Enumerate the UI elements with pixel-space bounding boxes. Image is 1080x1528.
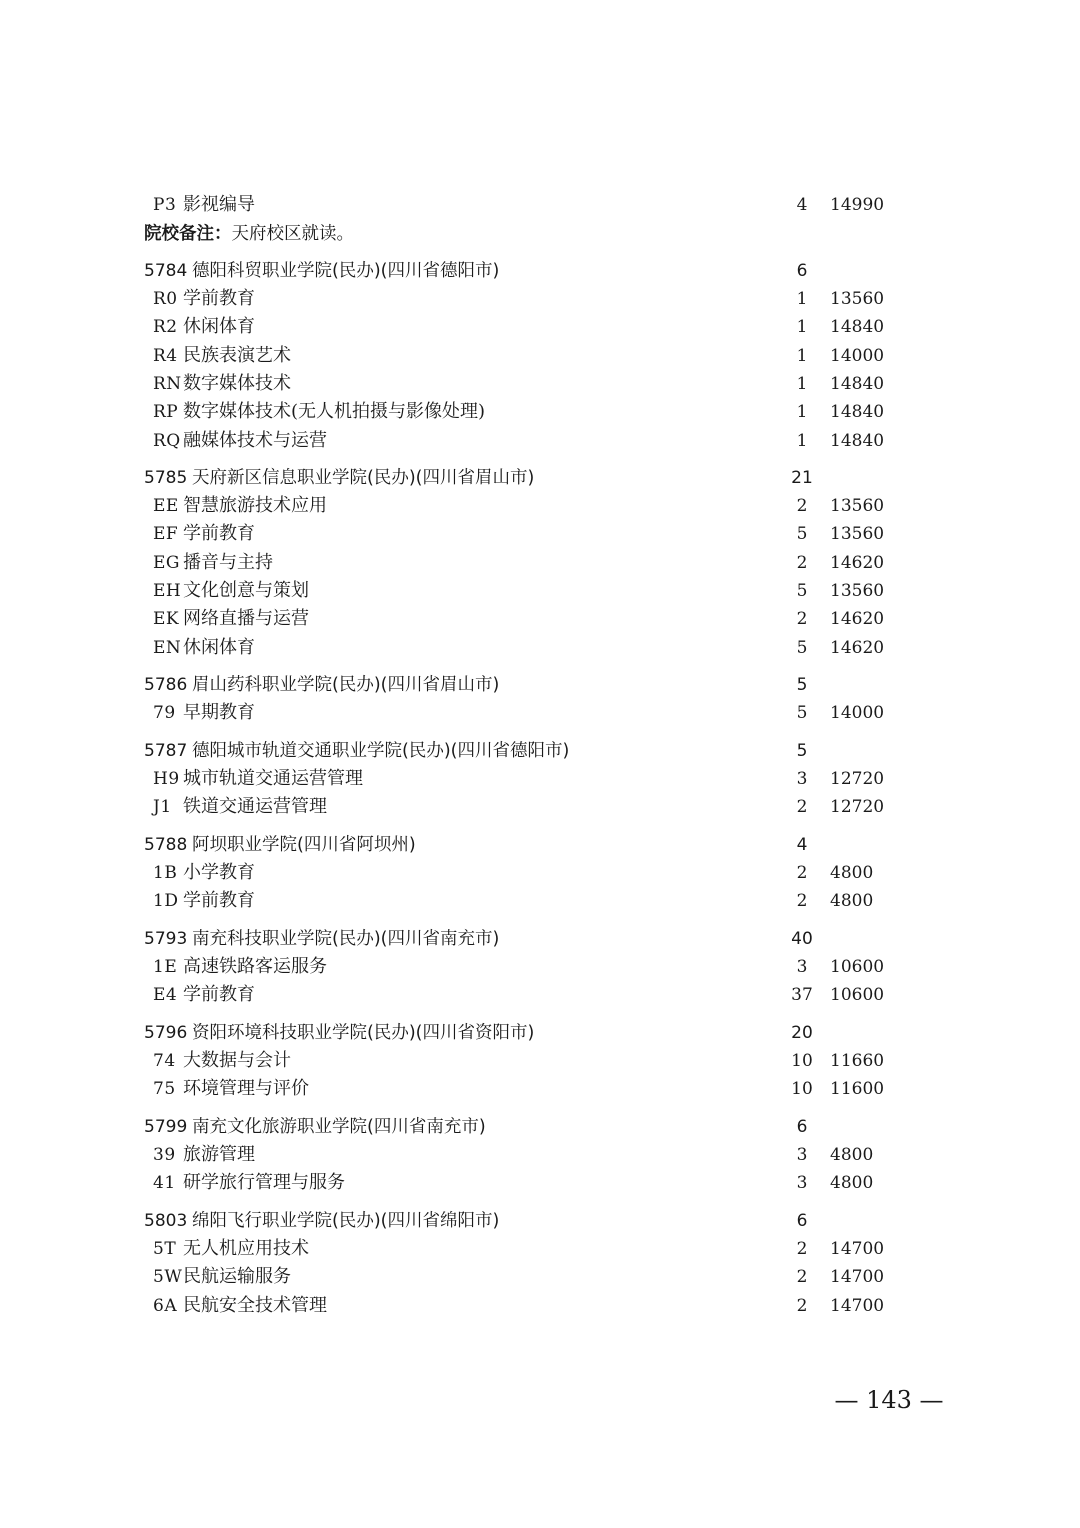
note-text: 天府校区就读。 — [231, 224, 354, 244]
major-code: EH — [153, 580, 182, 601]
major-name: 高速铁路客运服务 — [183, 956, 327, 977]
tuition-fee: 14700 — [830, 1295, 885, 1316]
plan-count: 10 — [791, 1079, 813, 1100]
tuition-fee: 14840 — [830, 430, 885, 451]
major-code: 79 — [153, 703, 176, 723]
plan-count: 3 — [796, 957, 808, 977]
major-code: 75 — [153, 1079, 176, 1100]
major-row — [0, 953, 1080, 981]
plan-count: 3 — [796, 769, 808, 789]
major-row — [0, 313, 1080, 341]
tuition-fee: 4800 — [830, 1145, 874, 1165]
major-row — [0, 765, 1080, 793]
tuition-fee: 14700 — [830, 1267, 885, 1288]
major-code: EN — [153, 637, 182, 658]
tuition-fee: 13560 — [830, 580, 885, 601]
school-code: 5787 — [144, 741, 188, 761]
major-row — [0, 981, 1080, 1009]
school-code: 5785 — [144, 468, 188, 488]
plan-count: 1 — [796, 345, 808, 366]
school-name: 资阳环境科技职业学院(民办)(四川省资阳市) — [192, 1023, 535, 1043]
school-plan-count: 6 — [796, 1117, 808, 1137]
school-header — [0, 1019, 1080, 1047]
major-code: EK — [153, 609, 180, 630]
school-note — [0, 220, 1080, 248]
school-name: 南充文化旅游职业学院(四川省南充市) — [192, 1117, 486, 1137]
tuition-fee: 14840 — [830, 373, 885, 394]
major-row — [0, 859, 1080, 887]
tuition-fee: 14000 — [830, 703, 885, 723]
plan-count: 5 — [796, 637, 808, 658]
tuition-fee: 14620 — [830, 552, 885, 573]
major-name: 智慧旅游技术应用 — [183, 495, 327, 516]
major-row — [0, 370, 1080, 398]
school-name: 德阳科贸职业学院(民办)(四川省德阳市) — [192, 261, 500, 281]
major-name: 学前教育 — [183, 523, 255, 545]
major-code: EF — [153, 524, 179, 545]
plan-count: 2 — [796, 1239, 808, 1259]
school-name: 南充科技职业学院(民办)(四川省南充市) — [192, 929, 500, 949]
major-name: 休闲体育 — [183, 316, 255, 338]
major-name: 文化创意与策划 — [183, 579, 309, 601]
tuition-fee: 4800 — [830, 891, 874, 912]
plan-count: 37 — [791, 985, 813, 1006]
major-row — [0, 1169, 1080, 1197]
major-row — [0, 634, 1080, 662]
major-code: E4 — [153, 985, 178, 1006]
major-code: P3 — [153, 195, 177, 215]
tuition-fee: 14000 — [830, 345, 885, 366]
school-header — [0, 1113, 1080, 1141]
major-row — [0, 191, 1080, 219]
major-row — [0, 1263, 1080, 1291]
major-name: 民族表演艺术 — [183, 344, 291, 366]
tuition-fee: 13560 — [830, 496, 885, 516]
school-code: 5793 — [144, 929, 188, 949]
major-name: 学前教育 — [183, 890, 255, 912]
tuition-fee: 4800 — [830, 1173, 874, 1194]
school-plan-count: 5 — [796, 741, 808, 761]
major-name: 环境管理与评价 — [183, 1078, 309, 1100]
tuition-fee: 4800 — [830, 863, 874, 883]
major-code: 1B — [153, 863, 178, 883]
plan-count: 5 — [796, 703, 808, 723]
school-plan-count: 4 — [796, 835, 808, 855]
major-row — [0, 699, 1080, 727]
note-label: 院校备注： — [144, 224, 232, 244]
major-row — [0, 793, 1080, 821]
school-code: 5786 — [144, 675, 188, 695]
major-row — [0, 577, 1080, 605]
major-name: 无人机应用技术 — [183, 1238, 309, 1259]
major-name: 城市轨道交通运营管理 — [183, 768, 363, 789]
plan-count: 2 — [796, 609, 808, 630]
tuition-fee: 11660 — [830, 1051, 885, 1071]
major-name: 网络直播与运营 — [183, 608, 309, 630]
major-name: 数字媒体技术(无人机拍摄与影像处理) — [183, 401, 486, 423]
major-name: 研学旅行管理与服务 — [183, 1172, 345, 1194]
school-header — [0, 1207, 1080, 1235]
plan-count: 1 — [796, 402, 808, 423]
major-name: 大数据与会计 — [183, 1050, 291, 1071]
plan-count: 1 — [796, 430, 808, 451]
tuition-fee: 10600 — [830, 957, 885, 977]
plan-count: 3 — [796, 1145, 808, 1165]
school-code: 5788 — [144, 835, 188, 855]
major-code: J1 — [153, 797, 172, 818]
school-header — [0, 464, 1080, 492]
major-name: 融媒体技术与运营 — [183, 429, 327, 451]
major-code: 1D — [153, 891, 179, 912]
major-code: 5W — [153, 1267, 183, 1288]
major-row — [0, 1047, 1080, 1075]
tuition-fee: 14840 — [830, 317, 885, 338]
tuition-fee: 13560 — [830, 289, 885, 309]
major-row — [0, 887, 1080, 915]
plan-count: 2 — [796, 552, 808, 573]
school-header — [0, 257, 1080, 285]
major-row — [0, 605, 1080, 633]
major-row — [0, 398, 1080, 426]
school-plan-count: 40 — [791, 929, 813, 949]
school-name: 天府新区信息职业学院(民办)(四川省眉山市) — [192, 468, 535, 488]
major-name: 早期教育 — [183, 702, 255, 723]
major-code: R4 — [153, 345, 178, 366]
major-code: 74 — [153, 1051, 176, 1071]
major-code: 6A — [153, 1295, 178, 1316]
page-number: — 143 — — [834, 1386, 944, 1414]
major-row — [0, 1141, 1080, 1169]
tuition-fee: 14700 — [830, 1239, 885, 1259]
major-code: EE — [153, 496, 179, 516]
school-code: 5796 — [144, 1023, 188, 1043]
major-row — [0, 520, 1080, 548]
major-row — [0, 1235, 1080, 1263]
major-name: 数字媒体技术 — [183, 372, 291, 394]
tuition-fee: 14620 — [830, 609, 885, 630]
plan-count: 1 — [796, 317, 808, 338]
tuition-fee: 12720 — [830, 769, 885, 789]
school-header — [0, 737, 1080, 765]
major-name: 铁道交通运营管理 — [183, 796, 327, 818]
tuition-fee: 14620 — [830, 637, 885, 658]
major-name: 休闲体育 — [183, 636, 255, 658]
plan-count: 2 — [796, 1295, 808, 1316]
plan-count: 5 — [796, 524, 808, 545]
school-name: 眉山药科职业学院(民办)(四川省眉山市) — [192, 675, 500, 695]
major-name: 民航安全技术管理 — [183, 1294, 327, 1316]
major-code: RN — [153, 373, 182, 394]
tuition-fee: 14840 — [830, 402, 885, 423]
school-header — [0, 671, 1080, 699]
plan-count: 3 — [796, 1173, 808, 1194]
tuition-fee: 14990 — [830, 195, 885, 215]
major-name: 学前教育 — [183, 984, 255, 1006]
major-row — [0, 285, 1080, 313]
school-plan-count: 21 — [791, 468, 813, 488]
major-row — [0, 492, 1080, 520]
major-row — [0, 427, 1080, 455]
school-code: 5784 — [144, 261, 188, 281]
tuition-fee: 10600 — [830, 985, 885, 1006]
major-name: 学前教育 — [183, 288, 255, 309]
major-code: 1E — [153, 957, 178, 977]
major-code: RP — [153, 402, 179, 423]
plan-count: 4 — [796, 195, 808, 215]
plan-count: 2 — [796, 863, 808, 883]
major-code: R0 — [153, 289, 178, 309]
major-code: EG — [153, 552, 180, 573]
plan-count: 1 — [796, 373, 808, 394]
major-code: RQ — [153, 430, 181, 451]
plan-count: 1 — [796, 289, 808, 309]
major-code: 39 — [153, 1145, 176, 1165]
major-code: 41 — [153, 1173, 176, 1194]
school-name: 德阳城市轨道交通职业学院(民办)(四川省德阳市) — [192, 741, 570, 761]
major-name: 播音与主持 — [183, 551, 273, 573]
school-plan-count: 5 — [796, 675, 808, 695]
school-code: 5799 — [144, 1117, 188, 1137]
major-row — [0, 549, 1080, 577]
tuition-fee: 12720 — [830, 797, 885, 818]
major-row — [0, 342, 1080, 370]
tuition-fee: 11600 — [830, 1079, 885, 1100]
major-row — [0, 1292, 1080, 1320]
school-plan-count: 20 — [791, 1023, 813, 1043]
plan-count: 5 — [796, 580, 808, 601]
school-code: 5803 — [144, 1211, 188, 1231]
plan-count: 2 — [796, 496, 808, 516]
major-code: 5T — [153, 1239, 177, 1259]
major-code: H9 — [153, 769, 180, 789]
major-name: 影视编导 — [183, 194, 255, 215]
school-header — [0, 831, 1080, 859]
major-name: 民航运输服务 — [183, 1266, 291, 1288]
school-header — [0, 925, 1080, 953]
school-plan-count: 6 — [796, 261, 808, 281]
school-name: 绵阳飞行职业学院(民办)(四川省绵阳市) — [192, 1211, 500, 1231]
tuition-fee: 13560 — [830, 524, 885, 545]
major-code: R2 — [153, 317, 178, 338]
plan-count: 10 — [791, 1051, 813, 1071]
major-name: 旅游管理 — [183, 1144, 255, 1165]
school-plan-count: 6 — [796, 1211, 808, 1231]
major-name: 小学教育 — [183, 862, 255, 883]
school-name: 阿坝职业学院(四川省阿坝州) — [192, 835, 416, 855]
plan-count: 2 — [796, 1267, 808, 1288]
plan-count: 2 — [796, 797, 808, 818]
plan-count: 2 — [796, 891, 808, 912]
major-row — [0, 1075, 1080, 1103]
